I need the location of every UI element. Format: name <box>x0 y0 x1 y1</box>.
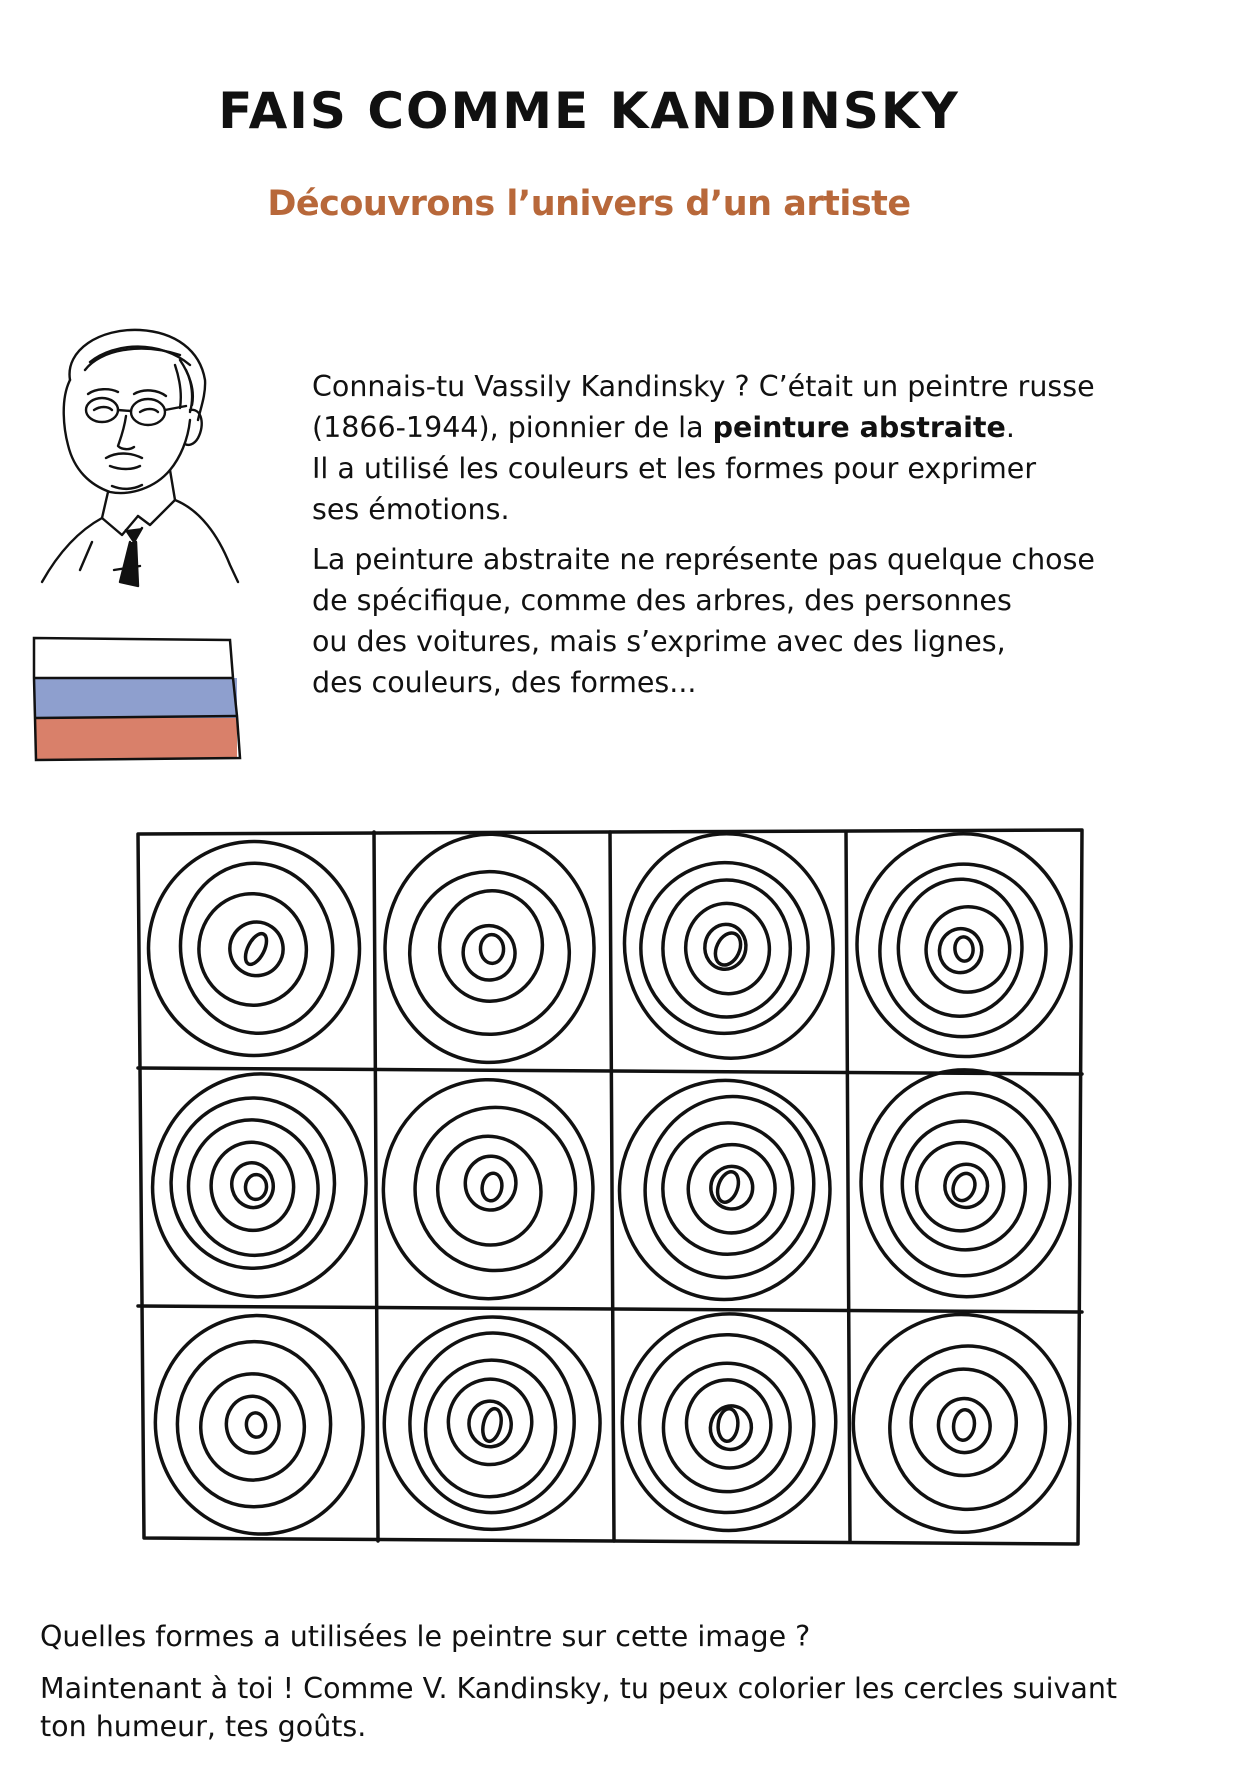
intro-paragraph-2 <box>312 539 1112 703</box>
concentric-ring <box>404 1328 580 1518</box>
concentric-ring <box>223 1393 283 1457</box>
ring-center <box>480 934 504 964</box>
flag-stripe <box>35 678 237 718</box>
grid-line <box>846 832 850 1541</box>
circle-cell <box>831 1292 1090 1552</box>
ring-center <box>714 1169 742 1205</box>
concentric-ring <box>381 1077 596 1301</box>
grid-line <box>374 832 378 1541</box>
concentric-ring <box>935 1395 994 1456</box>
intro-line: Il a utilisé les couleurs et les formes pour exprimer <box>312 452 1037 485</box>
circle-cell <box>135 1296 384 1552</box>
concentric-ring <box>935 925 985 977</box>
concentric-ring <box>831 1292 1090 1552</box>
intro-line: ses émotions. <box>312 493 510 526</box>
intro-paragraph-1 <box>312 366 1112 530</box>
ring-center <box>952 1408 977 1441</box>
ring-center <box>949 1170 978 1204</box>
concentric-ring <box>911 1369 1017 1476</box>
circle-cell <box>376 1309 608 1538</box>
instruction-text <box>40 1670 1220 1746</box>
concentric-ring <box>192 887 314 1012</box>
concentric-ring <box>611 1303 847 1542</box>
instruction-line: Maintenant à toi ! Comme V. Kandinsky, tu peux colorier les cercles suivant <box>40 1672 1118 1705</box>
intro-text-run: . <box>1005 411 1015 444</box>
ring-center <box>954 936 974 962</box>
concentric-ring <box>941 1160 992 1211</box>
concentric-ring <box>205 1137 299 1236</box>
circle-cell <box>847 824 1081 1066</box>
concentric-ring <box>854 1063 1078 1304</box>
grid-line <box>610 832 614 1541</box>
intro-line <box>312 407 1112 448</box>
intro-line: de spécifique, comme des arbres, des personnes <box>312 584 1012 617</box>
circle-cell <box>611 1303 847 1542</box>
concentric-ring <box>227 1158 278 1212</box>
kandinsky-portrait-icon <box>30 320 250 600</box>
ring-center <box>480 1407 504 1443</box>
concentric-ring <box>226 918 287 980</box>
concentric-ring <box>169 1096 336 1269</box>
concentric-ring <box>910 1136 1010 1237</box>
concentric-ring <box>407 869 571 1036</box>
highlight-abstract-painting: peinture abstraite <box>712 411 1006 444</box>
ring-center <box>480 1172 504 1203</box>
grid-line <box>138 1306 1082 1312</box>
russian-flag-icon <box>30 634 245 764</box>
concentric-ring <box>416 1351 566 1507</box>
concentric-ring <box>656 1356 798 1499</box>
question-text <box>40 1618 1220 1656</box>
circle-cell <box>135 1057 383 1314</box>
concentric-ring <box>432 884 549 1008</box>
flag-stripe <box>35 638 237 678</box>
ring-center <box>717 1408 740 1442</box>
concentric-ring <box>681 1138 782 1240</box>
concentric-ring <box>135 1296 384 1552</box>
circle-cell <box>854 1063 1078 1304</box>
ring-center <box>241 930 271 967</box>
activity-prompt <box>40 1618 1220 1760</box>
concentric-ring <box>200 1373 306 1482</box>
concentric-ring <box>663 880 791 1017</box>
concentric-ring <box>409 1102 581 1277</box>
intro-text <box>312 366 1112 712</box>
intro-line: des couleurs, des formes... <box>312 666 697 699</box>
intro-line: Connais-tu Vassily Kandinsky ? C’était un peintre russe <box>312 370 1095 403</box>
page-title: FAIS COMME KANDINSKY <box>218 82 960 140</box>
concentric-ring <box>633 855 816 1041</box>
circle-cell <box>381 1077 596 1301</box>
concentric-circles-artwork <box>130 822 1090 1552</box>
concentric-ring <box>678 1372 779 1476</box>
concentric-ring <box>888 1108 1039 1264</box>
circle-cell <box>148 841 360 1056</box>
concentric-ring <box>460 922 519 983</box>
circle-cell <box>382 832 597 1066</box>
concentric-ring <box>444 1375 537 1470</box>
flag-stripe <box>35 718 237 759</box>
concentric-ring <box>382 832 597 1066</box>
ring-center <box>245 1412 267 1438</box>
intro-line: ou des voitures, mais s’exprime avec des lignes, <box>312 625 1006 658</box>
concentric-ring <box>427 1126 551 1255</box>
intro-line: La peinture abstraite ne représente pas quelque chose <box>312 543 1095 576</box>
instruction-line: ton humeur, tes goûts. <box>40 1710 367 1743</box>
concentric-ring <box>919 899 1018 999</box>
ring-center <box>245 1174 268 1200</box>
intro-text-run: (1866-1944), pionnier de la <box>312 411 713 444</box>
page-subtitle: Découvrons l’univers d’un artiste <box>267 184 911 224</box>
concentric-ring <box>464 1155 517 1211</box>
question-line: Quelles formes a utilisées le peintre sur cette image ? <box>40 1620 811 1653</box>
concentric-ring <box>171 855 341 1041</box>
concentric-ring <box>654 1114 802 1263</box>
circle-cell <box>611 1072 839 1308</box>
concentric-ring <box>895 876 1025 1018</box>
concentric-ring <box>680 899 774 999</box>
circle-cell <box>610 822 848 1072</box>
